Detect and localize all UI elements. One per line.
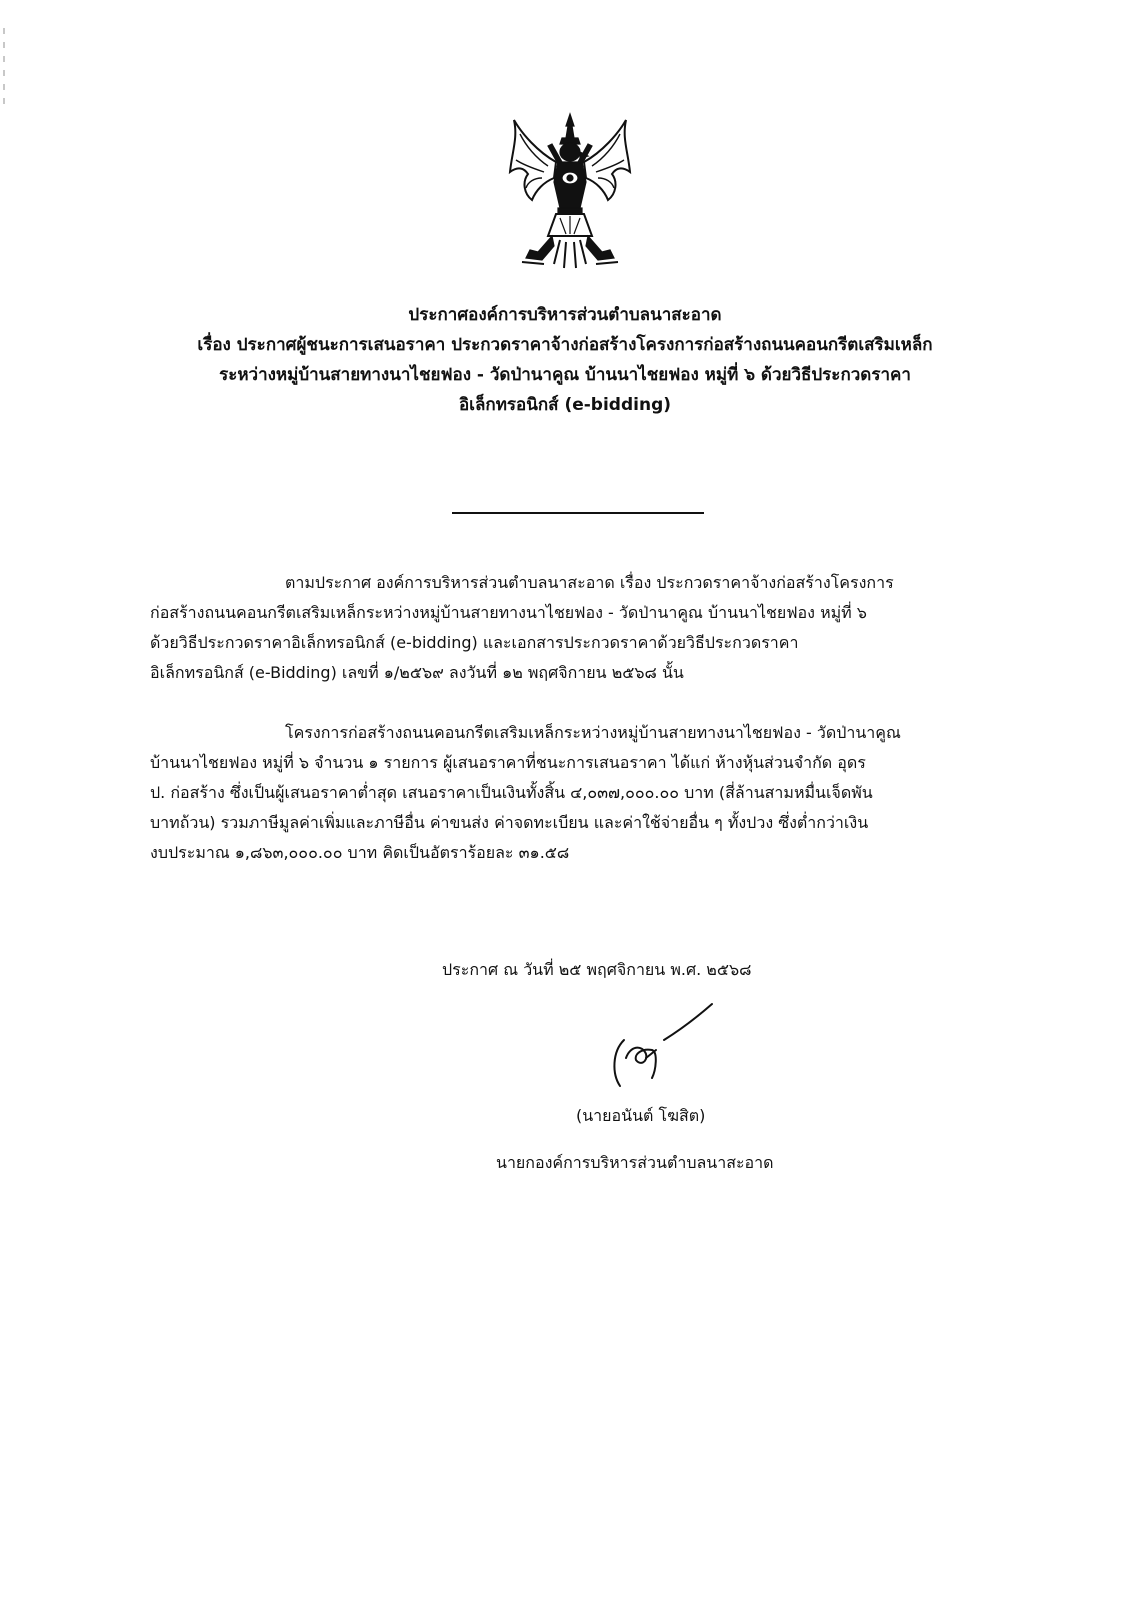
announcement-title <box>150 300 980 420</box>
garuda-emblem-icon <box>508 112 632 270</box>
title-divider <box>452 512 704 514</box>
handwritten-signature <box>606 1000 716 1088</box>
title-line: ระหว่างหมู่บ้านสายทางนาไชยฟอง - วัดป่านาคูณ บ้านนาไชยฟอง หมู่ที่ ๖ ด้วยวิธีประกวดราคา <box>219 365 911 385</box>
paragraph-line: อิเล็กทรอนิกส์ (e-Bidding) เลขที่ ๑/๒๕๖๙ ลงวันที่ ๑๒ พฤศจิกายน ๒๕๖๘ นั้น <box>150 663 684 682</box>
title-line: ประกาศองค์การบริหารส่วนตำบลนาสะอาด <box>408 305 722 325</box>
paragraph-line: โครงการก่อสร้างถนนคอนกรีตเสริมเหล็กระหว่างหมู่บ้านสายทางนาไชยฟอง - วัดป่านาคูณ <box>285 723 901 742</box>
body-paragraph-2 <box>150 718 1002 868</box>
paragraph-line: บาทถ้วน) รวมภาษีมูลค่าเพิ่มและภาษีอื่น ค่าขนส่ง ค่าจดทะเบียน และค่าใช้จ่ายอื่น ๆ ทั้งปวง ซึ่งต่ำกว่าเงิน <box>150 813 869 832</box>
paragraph-line: งบประมาณ ๑,๘๖๓,๐๐๐.๐๐ บาท คิดเป็นอัตราร้อยละ ๓๑.๕๘ <box>150 843 570 862</box>
scan-edge-marks <box>0 28 10 128</box>
paragraph-line: ก่อสร้างถนนคอนกรีตเสริมเหล็กระหว่างหมู่บ้านสายทางนาไชยฟอง - วัดป่านาคูณ บ้านนาไชยฟอง หมู่ที่ ๖ <box>150 603 867 622</box>
signer-position: นายกองค์การบริหารส่วนตำบลนาสะอาด <box>496 1153 774 1172</box>
paragraph-line: ด้วยวิธีประกวดราคาอิเล็กทรอนิกส์ (e-bidding) และเอกสารประกวดราคาด้วยวิธีประกวดราคา <box>150 633 799 652</box>
paragraph-line: บ้านนาไชยฟอง หมู่ที่ ๖ จำนวน ๑ รายการ ผู้เสนอราคาที่ชนะการเสนอราคา ได้แก่ ห้างหุ้นส่วนจำกัด อุดร <box>150 753 866 772</box>
body-paragraph-1 <box>150 568 1002 688</box>
title-line: อิเล็กทรอนิกส์ (e-bidding) <box>458 395 672 415</box>
paragraph-line: ตามประกาศ องค์การบริหารส่วนตำบลนาสะอาด เรื่อง ประกวดราคาจ้างก่อสร้างโครงการ <box>285 573 894 592</box>
paragraph-line: ป. ก่อสร้าง ซึ่งเป็นผู้เสนอราคาต่ำสุด เสนอราคาเป็นเงินทั้งสิ้น ๔,๐๓๗,๐๐๐.๐๐ บาท (สี่ล้านสามหมื่นเจ็ดพัน <box>150 783 873 802</box>
signer-name: (นายอนันต์ โฆสิต) <box>576 1106 706 1125</box>
title-line: เรื่อง ประกาศผู้ชนะการเสนอราคา ประกวดราคาจ้างก่อสร้างโครงการก่อสร้างถนนคอนกรีตเสริมเหล็ก <box>197 335 933 355</box>
announcement-date: ประกาศ ณ วันที่ ๒๕ พฤศจิกายน พ.ศ. ๒๕๖๘ <box>442 960 752 979</box>
